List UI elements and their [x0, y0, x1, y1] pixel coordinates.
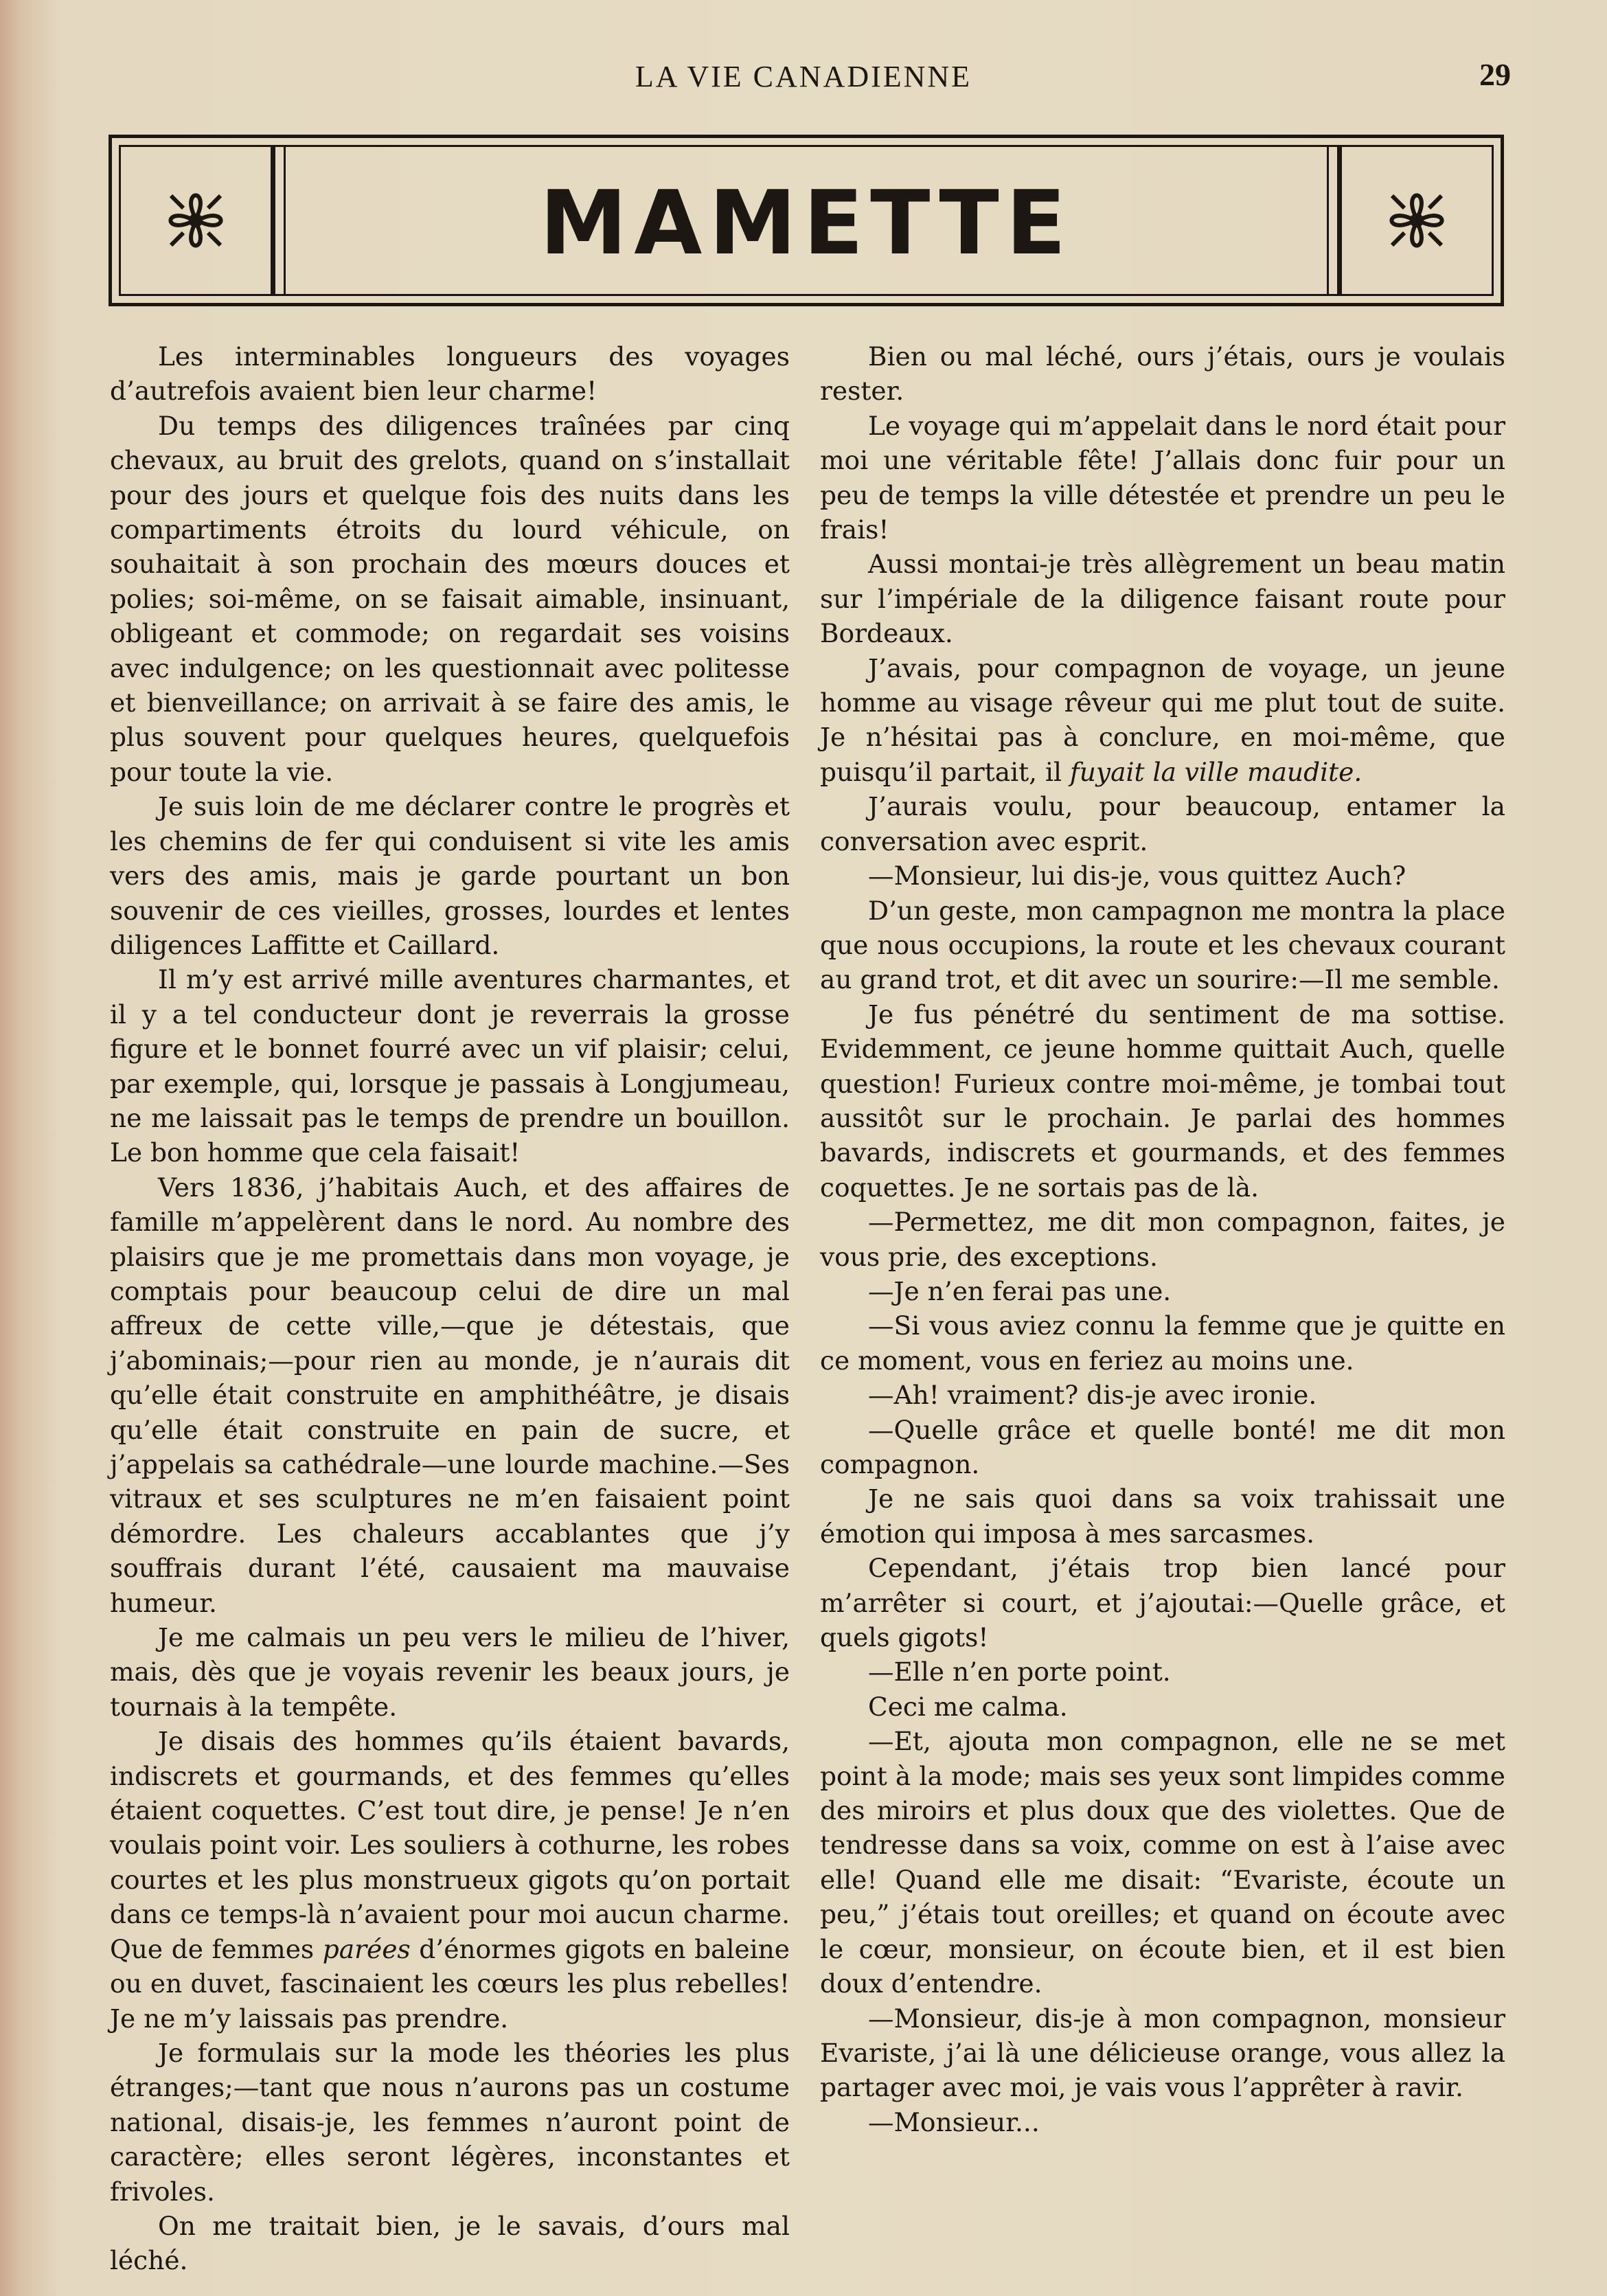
paragraph: Cependant, j’étais trop bien lancé pour m’arrêter si court, et j’ajoutai:—Quelle grâce, et quels gigots!	[820, 1553, 1505, 1653]
journal-title: LA VIE CANADIENNE	[635, 60, 972, 93]
paragraph: —Ah! vraiment? dis-je avec ironie.	[868, 1380, 1317, 1411]
paragraph: D’un geste, mon campagnon me montra la place que nous occupions, la route et les chevaux courant au grand trot, et dit avec un sourire:—Il me semble.	[820, 895, 1505, 995]
paragraph: On me traitait bien, je le savais, d’ours mal léché.	[110, 2210, 790, 2276]
ornament-right	[1337, 147, 1492, 294]
title-banner-frame	[119, 145, 1494, 296]
paragraph: J’aurais voulu, pour beaucoup, entamer la conversation avec esprit.	[820, 791, 1505, 856]
paragraph: Vers 1836, j’habitais Auch, et des affaires de famille m’appelèrent dans le nord. Au nombre des plaisirs que je me promettais dans mon voyage, je comptais pour beaucoup celui de dire un mal affreux de cette ville,—que je détestais, que j’abominais;—pour rien au monde, je n’aurais dit qu’elle était construite en amphithéâtre, je disais qu’elle était construite en pain de sucre, et j’appelais sa cathédrale—une lourde machine.—Ses vitraux et ses sculptures ne m’en faisaient point démordre. Les chaleurs accablantes que j’y souffrais durant l’été, causaient ma mauvaise humeur.	[110, 1172, 790, 1618]
quatrefoil-ornament-icon	[1376, 179, 1458, 262]
paragraph: —Monsieur...	[868, 2106, 1040, 2137]
paragraph: Je formulais sur la mode les théories les plus étranges;—tant que nous n’aurons pas un costume national, disais-je, les femmes n’auront point de caractère; elles seront légères, inconstantes et frivoles.	[110, 2037, 790, 2207]
paragraph: Le voyage qui m’appelait dans le nord était pour moi une véritable fête! J’allais donc fuir pour un peu de temps la ville détestée et prendre un peu le frais!	[820, 410, 1505, 545]
paragraph: Ceci me calma.	[868, 1691, 1068, 1722]
paragraph: Je fus pénétré du sentiment de ma sottise. Evidemment, ce jeune homme quittait Auch, quelle question! Furieux contre moi-même, je tombai tout aussitôt sur le prochain. Je parlai des hommes bavards, indiscrets et gourmands, et des femmes coquettes. Je ne sortais pas de là.	[820, 999, 1505, 1203]
paragraph: —Permettez, me dit mon compagnon, faites, je vous prie, des exceptions.	[820, 1207, 1505, 1272]
paragraph: —Je n’en ferai pas une.	[868, 1275, 1172, 1306]
ornament-left	[121, 147, 275, 294]
paragraph: —Monsieur, lui dis-je, vous quittez Auch?	[868, 861, 1406, 891]
paragraph: —Et, ajouta mon compagnon, elle ne se met point à la mode; mais ses yeux sont limpides comme des miroirs et plus doux que des violettes. Que de tendresse dans sa voix, comme on est à l’aise avec elle! Quand elle me disait: “Evariste, écoute un peu,” j’étais tout oreilles; et quand on écoute avec le cœur, monsieur, on écoute bien, et il est bien doux d’entendre.	[820, 1726, 1505, 1999]
text-column-right	[820, 339, 1505, 2139]
italic-phrase: fuyait la ville maudite.	[1069, 756, 1363, 787]
paragraph: Aussi montai-je très allègrement un beau matin sur l’impériale de la diligence faisant route pour Bordeaux.	[820, 549, 1505, 649]
paragraph: —Quelle grâce et quelle bonté! me dit mon compagnon.	[820, 1414, 1505, 1479]
paragraph: Il m’y est arrivé mille aventures charmantes, et il y a tel conducteur dont je reverrais la grosse figure et le bonnet fourré avec un vif plaisir; celui, par exemple, qui, lorsque je passais à Longjumeau, ne me laissait pas le temps de prendre un bouillon. Le bon homme que cela faisait!	[110, 964, 790, 1168]
paragraph: —Si vous aviez connu la femme que je quitte en ce moment, vous en feriez au moins une.	[820, 1310, 1505, 1376]
paragraph: Bien ou mal léché, ours j’étais, ours je voulais rester.	[820, 341, 1505, 407]
italic-word: parées	[322, 1933, 411, 1964]
paragraph: Je suis loin de me déclarer contre le progrès et les chemins de fer qui conduisent si vite les amis vers des amis, mais je garde pourtant un bon souvenir de ces vieilles, grosses, lourdes et lentes diligences Laffitte et Caillard.	[110, 791, 790, 960]
page-number: 29	[1479, 57, 1511, 92]
paragraph-text: d’énormes gigots en baleine ou en duvet, fascinaient les cœurs les plus rebelles! Je ne m’y laissais pas prendre.	[110, 1933, 790, 2034]
paragraph: —Monsieur, dis-je à mon compagnon, monsieur Evariste, j’ai là une délicieuse orange, vous allez la partager avec moi, je vais vous l’apprêter à ravir.	[820, 2003, 1505, 2103]
paragraph: —Elle n’en porte point.	[868, 1657, 1171, 1687]
paragraph-text: J’avais, pour compagnon de voyage, un jeune homme au visage rêveur qui me plut tout de suite. Je n’hésitai pas à conclure, en moi-même, que puisqu’il partait, il	[820, 652, 1505, 787]
quatrefoil-ornament-icon	[155, 179, 237, 262]
paragraph	[820, 651, 1505, 790]
article-title: MAMETTE	[539, 172, 1073, 275]
title-banner	[109, 135, 1504, 306]
running-head	[0, 54, 1607, 102]
paragraph: Je ne sais quoi dans sa voix trahissait une émotion qui imposa à mes sarcasmes.	[820, 1484, 1505, 1549]
text-column-left	[110, 339, 790, 2278]
paragraph: Les interminables longueurs des voyages d’autrefois avaient bien leur charme!	[110, 341, 790, 407]
paragraph-text: Je disais des hommes qu’ils étaient bavards, indiscrets et gourmands, et des femmes qu’elles étaient coquettes. C’est tout dire, je pense! Je n’en voulais point voir. Les souliers à cothurne, les robes courtes et les plus monstrueux gigots qu’on portait dans ce temps-là n’avaient pour moi aucun charme. Que de femmes	[110, 1726, 790, 1964]
paragraph	[110, 1724, 790, 2036]
paragraph: Du temps des diligences traînées par cinq chevaux, au bruit des grelots, quand on s’installait pour des jours et quelque fois des nuits dans les compartiments étroits du lourd véhicule, on souhaitait à son prochain des mœurs douces et polies; soi-même, on se faisait aimable, insinuant, obligeant et commode; on regardait ses voisins avec indulgence; on les questionnait avec politesse et bienveillance; on arrivait à se faire des amis, le plus souvent pour quelques heures, quelquefois pour toute la vie.	[110, 410, 790, 787]
paragraph: Je me calmais un peu vers le milieu de l’hiver, mais, dès que je voyais revenir les beaux jours, je tournais à la tempête.	[110, 1622, 790, 1722]
